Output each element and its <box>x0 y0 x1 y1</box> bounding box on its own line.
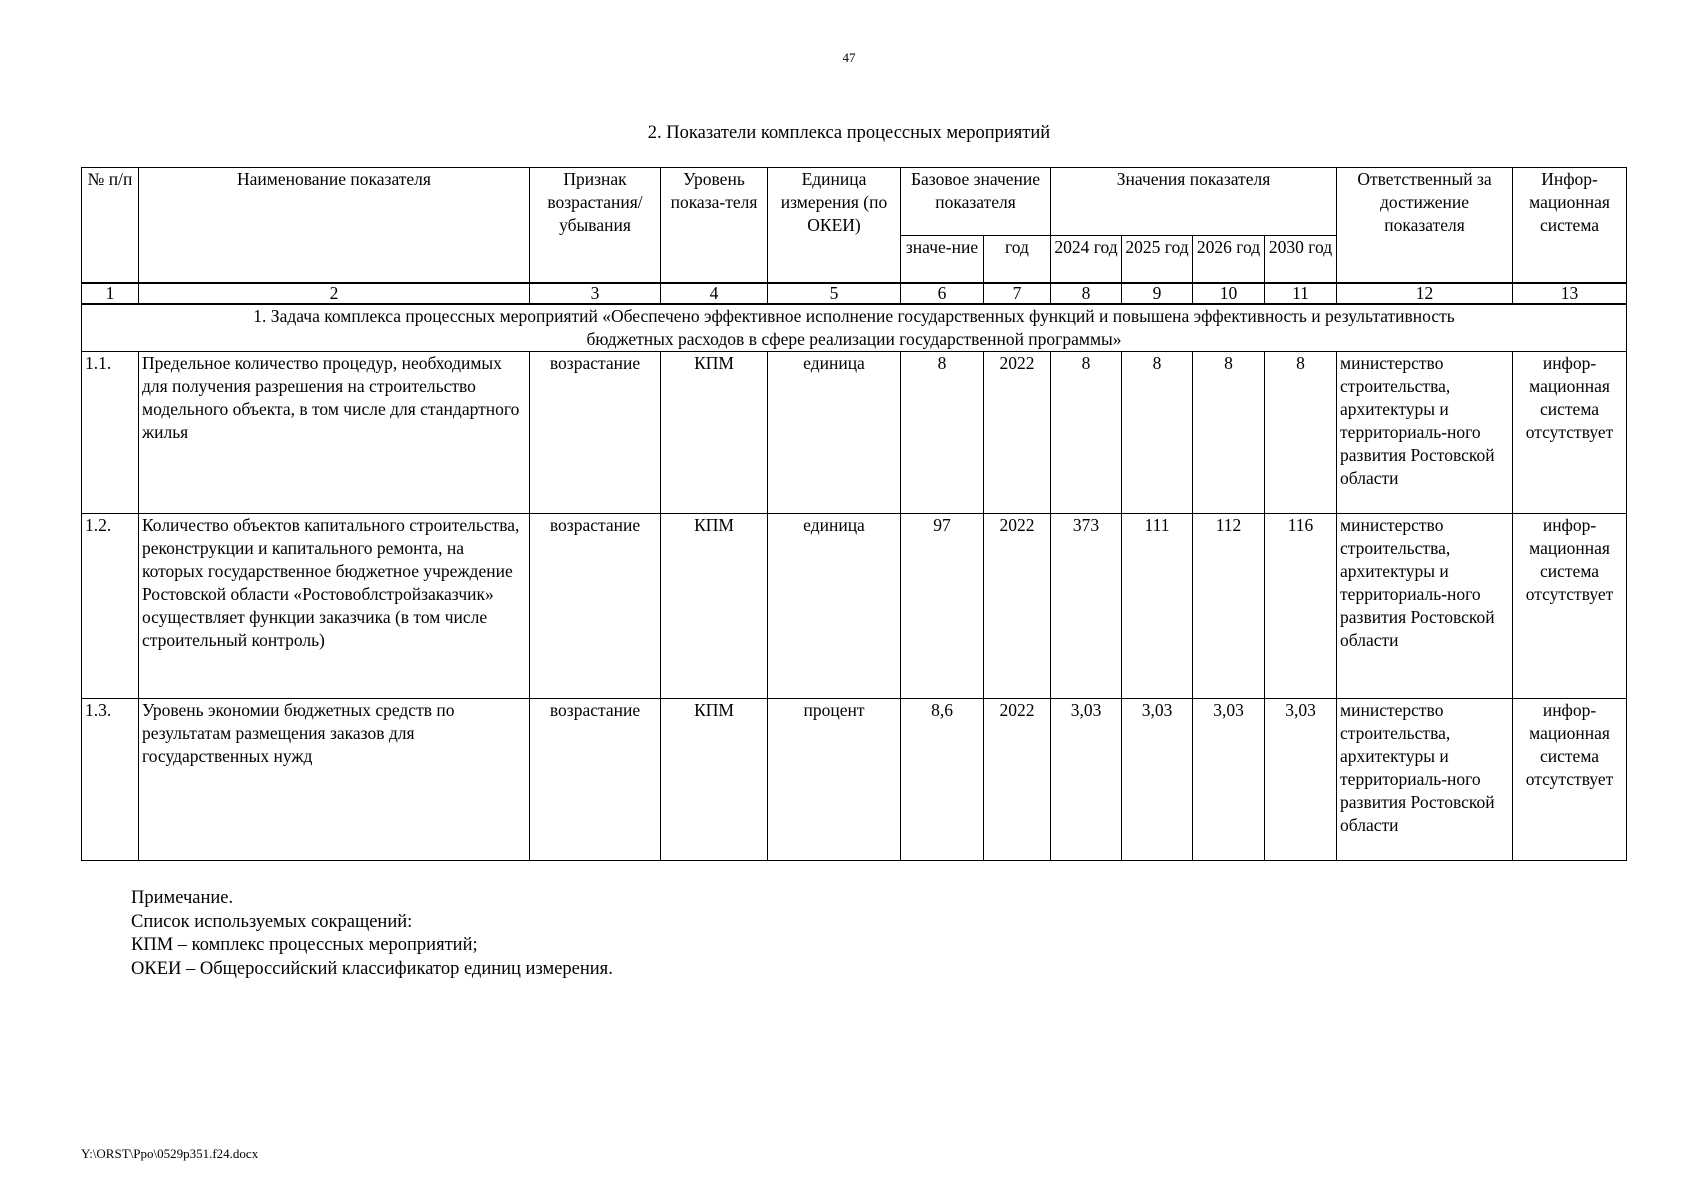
value-2030: 8 <box>1265 352 1337 514</box>
information-system: инфор-мационная система отсутствует <box>1513 352 1627 514</box>
value-2030: 116 <box>1265 514 1337 699</box>
header-num: № п/п <box>82 168 139 284</box>
header-row-1 <box>82 168 1627 236</box>
base-value: 97 <box>901 514 984 699</box>
value-2026: 8 <box>1193 352 1265 514</box>
header-system: Инфор-мационная система <box>1513 168 1627 284</box>
table-row <box>82 699 1627 861</box>
information-system: инфор-мационная система отсутствует <box>1513 514 1627 699</box>
base-year: 2022 <box>984 699 1051 861</box>
column-number: 11 <box>1265 283 1337 304</box>
header-name: Наименование показателя <box>139 168 530 284</box>
table-row <box>82 352 1627 514</box>
column-number-row <box>82 283 1627 304</box>
indicator-unit: процент <box>768 699 901 861</box>
row-number: 1.2. <box>82 514 139 699</box>
indicators-table <box>81 167 1627 861</box>
header-values: Значения показателя <box>1051 168 1337 236</box>
value-2024: 3,03 <box>1051 699 1122 861</box>
page-number: 47 <box>842 50 856 65</box>
responsible: министерство строительства, архитектуры и территориаль-ного развития Ростовской области <box>1337 699 1513 861</box>
header-level: Уровень показа-теля <box>661 168 768 284</box>
base-value: 8,6 <box>901 699 984 861</box>
base-year: 2022 <box>984 514 1051 699</box>
header-sign: Признак возрастания/ убывания <box>530 168 661 284</box>
responsible: министерство строительства, архитектуры и территориаль-ного развития Ростовской области <box>1337 352 1513 514</box>
column-number: 10 <box>1193 283 1265 304</box>
header-year-2024: 2024 год <box>1051 236 1122 284</box>
value-2030: 3,03 <box>1265 699 1337 861</box>
header-base: Базовое значение показателя <box>901 168 1051 236</box>
column-number: 4 <box>661 283 768 304</box>
notes <box>131 887 613 981</box>
indicator-level: КПМ <box>661 352 768 514</box>
indicator-name: Предельное количество процедур, необходимых для получения разрешения на строительство модельного объекта, в том числе для стандартного жилья <box>139 352 530 514</box>
column-number: 9 <box>1122 283 1193 304</box>
note-line: ОКЕИ – Общероссийский классификатор единиц измерения. <box>131 958 613 979</box>
column-number: 3 <box>530 283 661 304</box>
indicator-sign: возрастание <box>530 699 661 861</box>
column-number: 12 <box>1337 283 1513 304</box>
header-year-2026: 2026 год <box>1193 236 1265 284</box>
row-number: 1.1. <box>82 352 139 514</box>
value-2024: 8 <box>1051 352 1122 514</box>
column-number: 1 <box>82 283 139 304</box>
note-line: КПМ – комплекс процессных мероприятий; <box>131 935 478 955</box>
header-base-value: значе-ние <box>901 236 984 284</box>
column-number: 8 <box>1051 283 1122 304</box>
value-2025: 8 <box>1122 352 1193 514</box>
header-unit: Единица измерения (по ОКЕИ) <box>768 168 901 284</box>
table-row <box>82 514 1627 699</box>
indicator-sign: возрастание <box>530 352 661 514</box>
header-year-2025: 2025 год <box>1122 236 1193 284</box>
column-number: 5 <box>768 283 901 304</box>
note-line: Список используемых сокращений: <box>131 911 413 932</box>
indicator-name: Количество объектов капитального строительства, реконструкции и капитального ремонта, на которых государственное бюджетное учреждение Ростовской области «Ростовоблстройзаказчик» осуществляет функции заказчика (в том числе строительный контроль) <box>139 514 530 699</box>
value-2024: 373 <box>1051 514 1122 699</box>
note-heading: Примечание. <box>131 888 234 908</box>
value-2025: 111 <box>1122 514 1193 699</box>
column-number: 13 <box>1513 283 1627 304</box>
indicator-unit: единица <box>768 514 901 699</box>
task-title: 1. Задача комплекса процессных мероприятий «Обеспечено эффективное исполнение государственных функций и повышена эффективность и результативность бюджетных расходов в сфере реализации государственной программы» <box>82 304 1627 352</box>
base-value: 8 <box>901 352 984 514</box>
indicator-level: КПМ <box>661 699 768 861</box>
task-row <box>82 304 1627 352</box>
header-base-year: год <box>984 236 1051 284</box>
value-2026: 3,03 <box>1193 699 1265 861</box>
header-year-2030: 2030 год <box>1265 236 1337 284</box>
information-system: инфор-мационная система отсутствует <box>1513 699 1627 861</box>
file-path: Y:\ORST\Ppo\0529p351.f24.docx <box>81 1146 259 1161</box>
value-2025: 3,03 <box>1122 699 1193 861</box>
indicator-name: Уровень экономии бюджетных средств по результатам размещения заказов для государственных нужд <box>139 699 530 861</box>
responsible: министерство строительства, архитектуры и территориаль-ного развития Ростовской области <box>1337 514 1513 699</box>
row-number: 1.3. <box>82 699 139 861</box>
indicator-unit: единица <box>768 352 901 514</box>
column-number: 6 <box>901 283 984 304</box>
indicator-level: КПМ <box>661 514 768 699</box>
column-number: 7 <box>984 283 1051 304</box>
value-2026: 112 <box>1193 514 1265 699</box>
indicator-sign: возрастание <box>530 514 661 699</box>
header-responsible: Ответственный за достижение показателя <box>1337 168 1513 284</box>
column-number: 2 <box>139 283 530 304</box>
base-year: 2022 <box>984 352 1051 514</box>
section-title: 2. Показатели комплекса процессных мероприятий <box>647 123 1051 143</box>
